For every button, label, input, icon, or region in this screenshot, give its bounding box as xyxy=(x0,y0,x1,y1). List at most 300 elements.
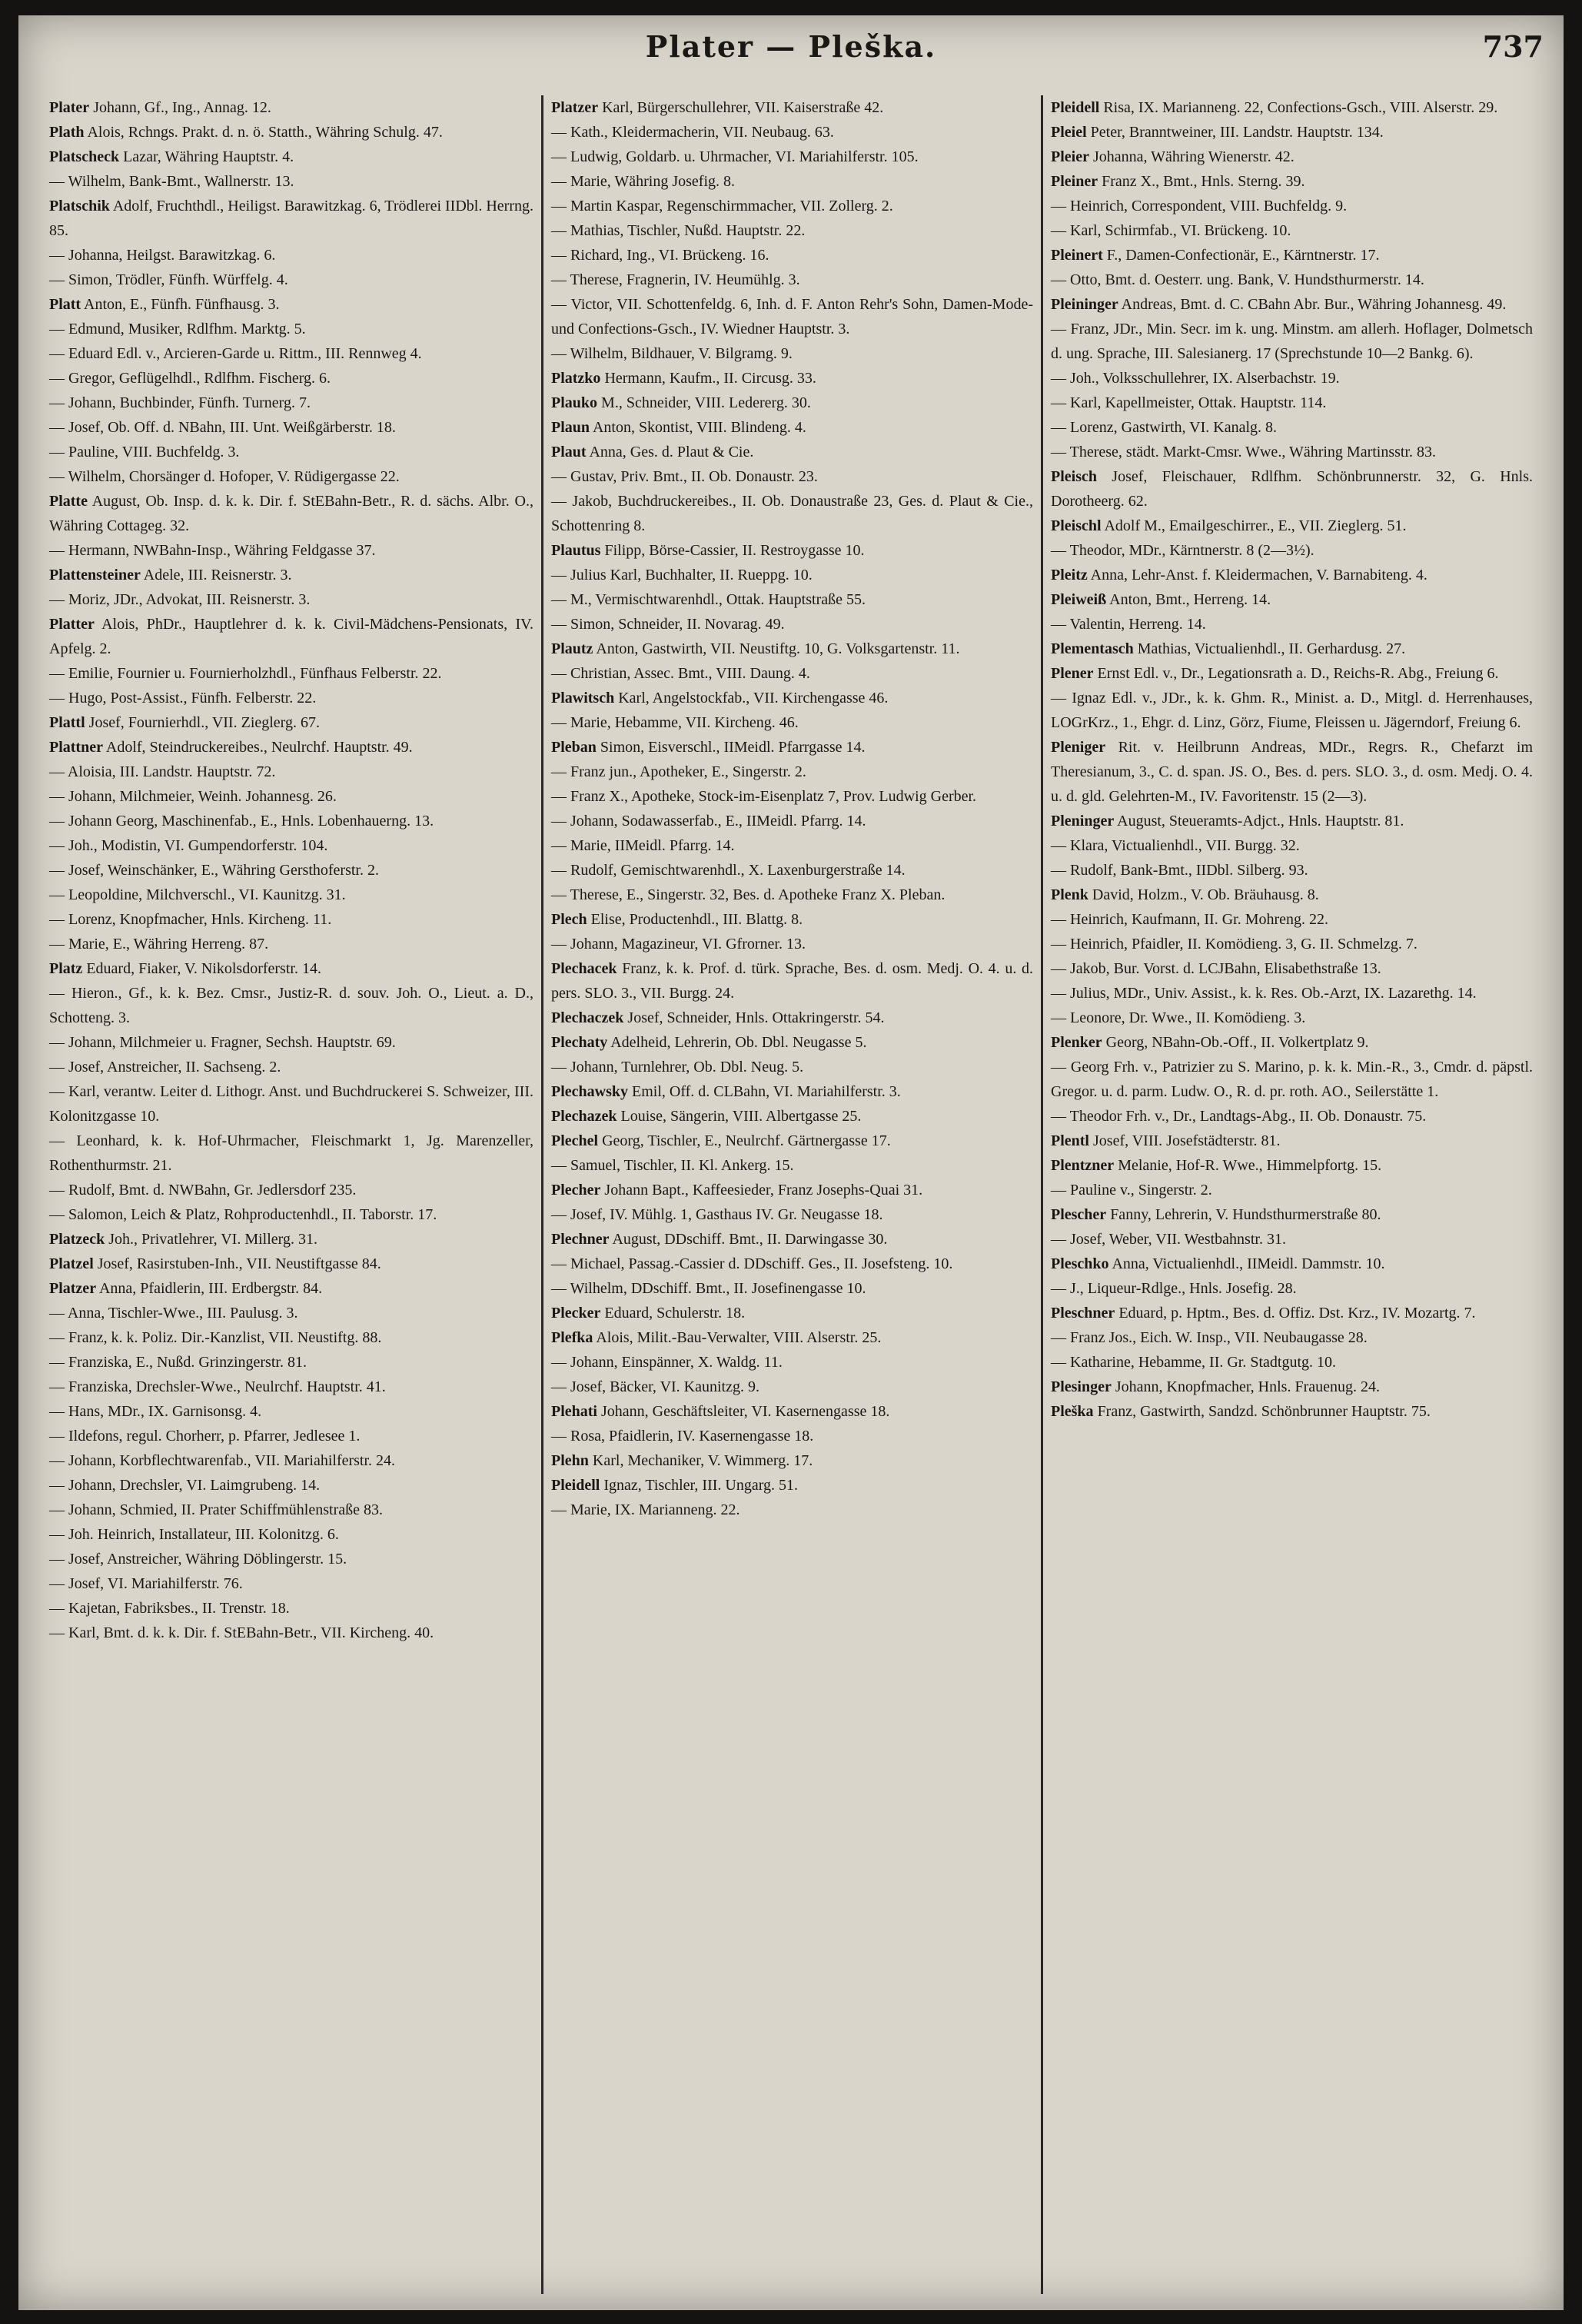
directory-entry xyxy=(1051,218,1533,243)
entry-text: Georg, NBahn-Ob.-Off., II. Volkertplatz 9. xyxy=(1105,1034,1369,1051)
entry-text: — Johann, Magazineur, VI. Gfrorner. 13. xyxy=(551,936,806,953)
directory-entry xyxy=(1051,366,1533,391)
entry-text: — M., Vermischtwarenhdl., Ottak. Hauptstraße 55. xyxy=(551,591,866,608)
directory-entry xyxy=(1051,514,1533,538)
entry-text: — Karl, Schirmfab., VI. Brückeng. 10. xyxy=(1051,222,1291,239)
entry-text: — Johann, Drechsler, VI. Laimgrubeng. 14. xyxy=(49,1477,321,1494)
directory-entry xyxy=(1051,587,1533,612)
entry-text: — Kajetan, Fabriksbes., II. Trenstr. 18. xyxy=(49,1600,290,1617)
entry-text: — Johann, Sodawasserfab., E., IIMeidl. Pfarrg. 14. xyxy=(551,813,866,830)
entry-text: Karl, Mechaniker, V. Wimmerg. 17. xyxy=(592,1452,813,1469)
directory-entry xyxy=(49,169,533,194)
directory-entry xyxy=(551,1448,1033,1473)
entry-surname: Platzer xyxy=(49,1280,97,1297)
directory-entry xyxy=(551,169,1033,194)
directory-entry xyxy=(551,735,1033,760)
directory-entry xyxy=(49,1571,533,1596)
directory-entry xyxy=(49,1252,533,1276)
entry-text: — Johann, Schmied, II. Prater Schiffmühlenstraße 83. xyxy=(49,1501,383,1518)
directory-entry xyxy=(1051,391,1533,415)
entry-text: Josef, Fournierhdl., VII. Zieglerg. 67. xyxy=(88,714,320,731)
entry-text: Georg, Tischler, E., Neulrchf. Gärtnergasse 17. xyxy=(602,1132,891,1149)
entry-text: — Marie, Hebamme, VII. Kircheng. 46. xyxy=(551,714,799,731)
entry-text: — Lorenz, Gastwirth, VI. Kanalg. 8. xyxy=(1051,419,1278,436)
entry-text: — Pauline, VIII. Buchfeldg. 3. xyxy=(49,444,240,460)
entry-text: Risa, IX. Marianneng. 22, Confections-Gsch., VIII. Alserstr. 29. xyxy=(1103,99,1498,116)
directory-entry xyxy=(551,464,1033,489)
directory-entry xyxy=(49,981,533,1030)
directory-entry xyxy=(49,661,533,686)
directory-entry xyxy=(1051,563,1533,587)
entry-text: Filipp, Börse-Cassier, II. Restroygasse 10. xyxy=(604,542,865,559)
entry-surname: Pleitz xyxy=(1051,567,1088,583)
entry-text: Alois, Milit.-Bau-Verwalter, VIII. Alserstr. 25. xyxy=(596,1329,882,1346)
entry-surname: Pleban xyxy=(551,739,597,756)
directory-entry xyxy=(1051,883,1533,907)
directory-entry xyxy=(551,120,1033,145)
entry-surname: Pleiner xyxy=(1051,173,1098,190)
directory-entry xyxy=(49,1547,533,1571)
entry-text: — Hugo, Post-Assist., Fünfh. Felberstr. 22. xyxy=(49,690,317,707)
directory-entry xyxy=(1051,440,1533,464)
entry-text: — Franz Jos., Eich. W. Insp., VII. Neubaugasse 28. xyxy=(1051,1329,1368,1346)
entry-text: Anna, Ges. d. Plaut & Cie. xyxy=(589,444,754,460)
column-right xyxy=(1041,95,1540,2294)
directory-entry xyxy=(551,489,1033,538)
directory-entry xyxy=(551,612,1033,637)
directory-entry xyxy=(49,391,533,415)
directory-entry xyxy=(49,1325,533,1350)
entry-text: Ignaz, Tischler, III. Ungarg. 51. xyxy=(603,1477,799,1494)
entry-surname: Plentl xyxy=(1051,1132,1089,1149)
directory-entry xyxy=(551,883,1033,907)
directory-entry xyxy=(49,1202,533,1227)
entry-text: — Johann, Milchmeier, Weinh. Johannesg. 26. xyxy=(49,788,337,805)
entry-text: — Eduard Edl. v., Arcieren-Garde u. Rittm., III. Rennweg 4. xyxy=(49,345,422,362)
directory-entry xyxy=(1051,95,1533,120)
entry-text: — Heinrich, Kaufmann, II. Gr. Mohreng. 22. xyxy=(1051,911,1329,928)
entry-surname: Platte xyxy=(49,493,88,510)
directory-entry xyxy=(551,194,1033,218)
entry-text: Eduard, Schulerstr. 18. xyxy=(604,1305,746,1322)
entry-text: Ernst Edl. v., Dr., Legationsrath a. D., Reichs-R. Abg., Freiung 6. xyxy=(1097,665,1499,682)
entry-surname: Plaun xyxy=(551,419,590,436)
directory-entry xyxy=(1051,1178,1533,1202)
directory-entry xyxy=(1051,1153,1533,1178)
entry-text: Alois, Rchngs. Prakt. d. n. ö. Statth., Währing Schulg. 47. xyxy=(87,124,443,141)
directory-entry xyxy=(49,858,533,883)
entry-text: — Rudolf, Bank-Bmt., IIDbl. Silberg. 93. xyxy=(1051,862,1308,879)
entry-surname: Pleschko xyxy=(1051,1255,1109,1272)
entry-text: — Rudolf, Gemischtwarenhdl., X. Laxenburgerstraße 14. xyxy=(551,862,906,879)
directory-entry xyxy=(49,489,533,538)
directory-entry xyxy=(1051,120,1533,145)
directory-entry xyxy=(1051,1276,1533,1301)
directory-entry xyxy=(1051,858,1533,883)
entry-text: — Katharine, Hebamme, II. Gr. Stadtgutg. 10. xyxy=(1051,1354,1337,1371)
entry-text: — Josef, Ob. Off. d. NBahn, III. Unt. Weißgärberstr. 18. xyxy=(49,419,396,436)
entry-text: — Johann, Korbflechtwarenfab., VII. Mariahilferstr. 24. xyxy=(49,1452,396,1469)
entry-text: August, DDschiff. Bmt., II. Darwingasse 30. xyxy=(612,1231,888,1248)
entry-text: Anna, Lehr-Anst. f. Kleidermachen, V. Barnabiteng. 4. xyxy=(1090,567,1427,583)
directory-entry xyxy=(551,1399,1033,1424)
column-left xyxy=(42,95,541,2294)
entry-text: — Anna, Tischler-Wwe., III. Paulusg. 3. xyxy=(49,1305,298,1322)
entry-text: — Joh., Modistin, VI. Gumpendorferstr. 104. xyxy=(49,837,328,854)
entry-text: — Josef, Weber, VII. Westbahnstr. 31. xyxy=(1051,1231,1286,1248)
entry-text: — Ildefons, regul. Chorherr, p. Pfarrer, Jedlesee 1. xyxy=(49,1428,361,1445)
entry-text: — Johann, Einspänner, X. Waldg. 11. xyxy=(551,1354,783,1371)
entry-text: — Therese, Fragnerin, IV. Heumühlg. 3. xyxy=(551,271,800,288)
entry-surname: Plech xyxy=(551,911,587,928)
directory-entry xyxy=(49,538,533,563)
directory-entry xyxy=(1051,833,1533,858)
entry-text: — Edmund, Musiker, Rdlfhm. Marktg. 5. xyxy=(49,321,306,337)
entry-text: — Wilhelm, Bildhauer, V. Bilgramg. 9. xyxy=(551,345,793,362)
entry-text: — Hermann, NWBahn-Insp., Währing Feldgasse 37. xyxy=(49,542,376,559)
directory-entry xyxy=(1051,194,1533,218)
entry-text: Karl, Bürgerschullehrer, VII. Kaiserstraße 42. xyxy=(602,99,884,116)
running-title: Plater — Pleška. xyxy=(645,29,937,64)
directory-entry xyxy=(49,760,533,784)
entry-surname: Plauko xyxy=(551,394,598,411)
directory-entry xyxy=(49,1178,533,1202)
entry-surname: Plattensteiner xyxy=(49,567,141,583)
entry-text: — Karl, Bmt. d. k. k. Dir. f. StEBahn-Betr., VII. Kircheng. 40. xyxy=(49,1624,434,1641)
entry-text: Josef, Rasirstuben-Inh., VII. Neustiftgasse 84. xyxy=(97,1255,381,1272)
directory-entry xyxy=(551,440,1033,464)
entry-surname: Plefka xyxy=(551,1329,593,1346)
directory-entry xyxy=(1051,1202,1533,1227)
entry-text: Adolf M., Emailgeschirrer., E., VII. Zieglerg. 51. xyxy=(1104,517,1407,534)
directory-entry xyxy=(551,1055,1033,1079)
directory-entry xyxy=(49,440,533,464)
directory-entry xyxy=(49,95,533,120)
entry-surname: Plecker xyxy=(551,1305,601,1322)
entry-text: Johann, Knopfmacher, Hnls. Frauenug. 24. xyxy=(1115,1378,1381,1395)
entry-surname: Plechaty xyxy=(551,1034,608,1051)
entry-text: — Wilhelm, Chorsänger d. Hofoper, V. Rüdigergasse 22. xyxy=(49,468,400,485)
entry-surname: Platzko xyxy=(551,370,601,387)
entry-surname: Plesinger xyxy=(1051,1378,1112,1395)
directory-entry xyxy=(49,243,533,268)
directory-entry xyxy=(551,563,1033,587)
entry-surname: Pleidell xyxy=(1051,99,1100,116)
directory-entry xyxy=(49,1448,533,1473)
entry-text: — Johanna, Heilgst. Barawitzkag. 6. xyxy=(49,247,276,264)
entry-text: Franz X., Bmt., Hnls. Sterng. 39. xyxy=(1102,173,1305,190)
entry-text: — Marie, E., Währing Herreng. 87. xyxy=(49,936,269,953)
entry-text: — Valentin, Herreng. 14. xyxy=(1051,616,1206,633)
entry-text: — Julius Karl, Buchhalter, II. Rueppg. 10. xyxy=(551,567,813,583)
entry-text: — Ignaz Edl. v., JDr., k. k. Ghm. R., Minist. a. D., Mitgl. d. Herrenhauses, LOGrKrz., 1., Ehgr. d. Linz, Görz, Fiume, Fleissen u. Jägerndorf, Freiung 6. xyxy=(1051,690,1533,731)
entry-text: — Richard, Ing., VI. Brückeng. 16. xyxy=(551,247,769,264)
directory-entry xyxy=(551,366,1033,391)
directory-entry xyxy=(49,612,533,661)
entry-text: — Karl, verantw. Leiter d. Lithogr. Anst. und Buchdruckerei S. Schweizer, III. Kolonitzgasse 10. xyxy=(49,1083,533,1125)
entry-text: — Jakob, Buchdruckereibes., II. Ob. Donaustraße 23, Ges. d. Plaut & Cie., Schottenring 8. xyxy=(551,493,1033,534)
directory-entry xyxy=(1051,637,1533,661)
directory-entry xyxy=(1051,538,1533,563)
directory-entry xyxy=(551,1424,1033,1448)
directory-entry xyxy=(49,1522,533,1547)
entry-text: — Michael, Passag.-Cassier d. DDschiff. Ges., II. Josefsteng. 10. xyxy=(551,1255,953,1272)
directory-entry xyxy=(49,120,533,145)
entry-text: — Leopoldine, Milchverschl., VI. Kaunitzg. 31. xyxy=(49,886,346,903)
entry-text: — Georg Frh. v., Patrizier zu S. Marino, p. k. k. Min.-R., 3., Cmdr. d. päpstl. Gregor. u. d. parm. Ludw. O., R. d. pr. roth. AO., Seilerstätte 1. xyxy=(1051,1059,1533,1100)
directory-entry xyxy=(1051,735,1533,809)
directory-entry xyxy=(1051,415,1533,440)
directory-entry xyxy=(551,243,1033,268)
entry-text: Elise, Productenhdl., III. Blattg. 8. xyxy=(590,911,803,928)
directory-entry xyxy=(1051,1227,1533,1252)
directory-entry xyxy=(49,1621,533,1645)
entry-text: Rit. v. Heilbrunn Andreas, MDr., Regrs. R., Chefarzt im Theresianum, 3., C. d. span. JS. O., Bes. d. pers. SLO. 3., d. osm. Medj. O. 4. u. d. gld. Gelehrten-M., IV. Favoritenstr. 15 (2—3). xyxy=(1051,739,1534,805)
directory-entry xyxy=(551,1498,1033,1522)
directory-entry xyxy=(1051,1301,1533,1325)
directory-entry xyxy=(1051,1129,1533,1153)
directory-entry xyxy=(1051,1006,1533,1030)
entry-text: — Simon, Trödler, Fünfh. Würffelg. 4. xyxy=(49,271,288,288)
directory-entry xyxy=(49,464,533,489)
entry-surname: Pleschner xyxy=(1051,1305,1115,1322)
entry-text: — Hans, MDr., IX. Garnisonsg. 4. xyxy=(49,1403,262,1420)
directory-page xyxy=(18,15,1564,2310)
directory-entry xyxy=(1051,268,1533,292)
entry-surname: Pleisch xyxy=(1051,468,1097,485)
entry-surname: Plath xyxy=(49,124,85,141)
directory-entry xyxy=(49,710,533,735)
directory-entry xyxy=(551,1375,1033,1399)
directory-entry xyxy=(49,1473,533,1498)
directory-entry xyxy=(49,1498,533,1522)
directory-entry xyxy=(1051,169,1533,194)
entry-surname: Plescher xyxy=(1051,1206,1107,1223)
directory-entry xyxy=(551,1079,1033,1104)
entry-text: — Joh., Volksschullehrer, IX. Alserbachstr. 19. xyxy=(1051,370,1340,387)
directory-entry xyxy=(49,1129,533,1178)
entry-text: Peter, Branntweiner, III. Landstr. Hauptstr. 134. xyxy=(1090,124,1384,141)
directory-entry xyxy=(551,809,1033,833)
entry-surname: Pleischl xyxy=(1051,517,1102,534)
entry-text: — Josef, Anstreicher, Währing Döblingerstr. 15. xyxy=(49,1551,347,1568)
entry-text: — Wilhelm, Bank-Bmt., Wallnerstr. 13. xyxy=(49,173,294,190)
entry-surname: Plater xyxy=(49,99,90,116)
entry-text: — Mathias, Tischler, Nußd. Hauptstr. 22. xyxy=(551,222,806,239)
entry-surname: Plechazek xyxy=(551,1108,617,1125)
entry-text: Andreas, Bmt. d. C. CBahn Abr. Bur., Währing Johannesg. 49. xyxy=(1121,296,1507,313)
directory-entry xyxy=(551,341,1033,366)
directory-entry xyxy=(49,292,533,317)
entry-text: — Salomon, Leich & Platz, Rohproductenhdl., II. Taborstr. 17. xyxy=(49,1206,437,1223)
entry-surname: Plechawsky xyxy=(551,1083,628,1100)
directory-entry xyxy=(551,292,1033,341)
entry-surname: Platschik xyxy=(49,198,110,214)
entry-text: — Lorenz, Knopfmacher, Hnls. Kircheng. 11. xyxy=(49,911,332,928)
directory-entry xyxy=(49,1301,533,1325)
entry-text: — Jakob, Bur. Vorst. d. LCJBahn, Elisabethstraße 13. xyxy=(1051,960,1381,977)
entry-text: — J., Liqueur-Rdlge., Hnls. Josefig. 28. xyxy=(1051,1280,1297,1297)
entry-surname: Pleniger xyxy=(1051,739,1106,756)
entry-text: Lazar, Währing Hauptstr. 4. xyxy=(123,148,294,165)
entry-text: M., Schneider, VIII. Ledererg. 30. xyxy=(601,394,811,411)
directory-entry xyxy=(551,1227,1033,1252)
directory-entry xyxy=(49,1350,533,1375)
entry-text: Franz, k. k. Prof. d. türk. Sprache, Bes. d. osm. Medj. O. 4. u. d. pers. SLO. 3., VII. Burgg. 24. xyxy=(551,960,1033,1002)
entry-text: Karl, Angelstockfab., VII. Kirchengasse 46. xyxy=(618,690,889,707)
entry-surname: Pleninger xyxy=(1051,813,1115,830)
entry-surname: Platzer xyxy=(551,99,599,116)
entry-surname: Plattl xyxy=(49,714,85,731)
directory-entry xyxy=(1051,1252,1533,1276)
directory-entry xyxy=(551,1153,1033,1178)
directory-entry xyxy=(551,1178,1033,1202)
directory-entry xyxy=(551,932,1033,956)
directory-entry xyxy=(49,317,533,341)
entry-text: — Karl, Kapellmeister, Ottak. Hauptstr. 114. xyxy=(1051,394,1327,411)
directory-entry xyxy=(551,1030,1033,1055)
directory-entry xyxy=(1051,907,1533,932)
entry-text: Alois, PhDr., Hauptlehrer d. k. k. Civil-Mädchens-Pensionats, IV. Apfelg. 2. xyxy=(49,616,533,657)
directory-entry xyxy=(551,587,1033,612)
directory-entry xyxy=(49,194,533,243)
entry-text: — Otto, Bmt. d. Oesterr. ung. Bank, V. Hundsthurmerstr. 14. xyxy=(1051,271,1424,288)
directory-entry xyxy=(49,1030,533,1055)
entry-text: — Christian, Assec. Bmt., VIII. Daung. 4. xyxy=(551,665,810,682)
directory-entry xyxy=(551,538,1033,563)
directory-entry xyxy=(551,784,1033,809)
entry-text: — Victor, VII. Schottenfeldg. 6, Inh. d. F. Anton Rehr's Sohn, Damen-Mode- und Confections-Gsch., IV. Wiedner Hauptstr. 3. xyxy=(551,296,1033,337)
directory-entry xyxy=(1051,1030,1533,1055)
entry-surname: Plecher xyxy=(551,1182,601,1199)
entry-text: — Theodor, MDr., Kärntnerstr. 8 (2—3½). xyxy=(1051,542,1314,559)
entry-text: Anton, Gastwirth, VII. Neustiftg. 10, G. Volksgartenstr. 11. xyxy=(596,640,960,657)
directory-entry xyxy=(551,833,1033,858)
page-header xyxy=(18,29,1564,75)
directory-entry xyxy=(551,145,1033,169)
entry-text: Josef, Fleischauer, Rdlfhm. Schönbrunnerstr. 32, G. Hnls. Dorotheerg. 62. xyxy=(1051,468,1533,510)
entry-text: — Hieron., Gf., k. k. Bez. Cmsr., Justiz-R. d. souv. Joh. O., Lieut. a. D., Schotteng. 3. xyxy=(49,985,533,1026)
entry-surname: Plechaczek xyxy=(551,1009,624,1026)
directory-entry xyxy=(49,415,533,440)
directory-entry xyxy=(551,1006,1033,1030)
directory-entry xyxy=(551,858,1033,883)
entry-surname: Platter xyxy=(49,616,95,633)
directory-entry xyxy=(1051,317,1533,366)
directory-entry xyxy=(551,1473,1033,1498)
entry-text: — Josef, Anstreicher, II. Sachseng. 2. xyxy=(49,1059,281,1076)
directory-entry xyxy=(49,686,533,710)
entry-surname: Plener xyxy=(1051,665,1094,682)
entry-text: — Johann, Milchmeier u. Fragner, Sechsh. Hauptstr. 69. xyxy=(49,1034,396,1051)
entry-text: — Marie, IIMeidl. Pfarrg. 14. xyxy=(551,837,735,854)
entry-text: Johann, Gf., Ing., Annag. 12. xyxy=(93,99,271,116)
directory-entry xyxy=(1051,612,1533,637)
entry-text: — Franz jun., Apotheker, E., Singerstr. 2. xyxy=(551,763,806,780)
entry-text: — Gustav, Priv. Bmt., II. Ob. Donaustr. 23. xyxy=(551,468,818,485)
directory-entry xyxy=(49,1424,533,1448)
directory-entry xyxy=(49,1079,533,1129)
entry-surname: Plaut xyxy=(551,444,587,460)
directory-entry xyxy=(1051,1375,1533,1399)
entry-text: — Rudolf, Bmt. d. NWBahn, Gr. Jedlersdorf 235. xyxy=(49,1182,357,1199)
entry-surname: Pleier xyxy=(1051,148,1089,165)
directory-entry xyxy=(1051,1325,1533,1350)
directory-entry xyxy=(551,1325,1033,1350)
entry-text: — Joh. Heinrich, Installateur, III. Kolonitzg. 6. xyxy=(49,1526,339,1543)
entry-text: — Josef, VI. Mariahilferstr. 76. xyxy=(49,1575,243,1592)
directory-entry xyxy=(551,1104,1033,1129)
entry-text: — Franziska, E., Nußd. Grinzingerstr. 81. xyxy=(49,1354,307,1371)
entry-surname: Plawitsch xyxy=(551,690,615,707)
entry-text: David, Holzm., V. Ob. Bräuhausg. 8. xyxy=(1092,886,1319,903)
entry-text: Adolf, Steindruckereibes., Neulrchf. Hauptstr. 49. xyxy=(105,739,413,756)
directory-entry xyxy=(1051,956,1533,981)
entry-text: — Therese, städt. Markt-Cmsr. Wwe., Währing Martinsstr. 83. xyxy=(1051,444,1437,460)
directory-entry xyxy=(1051,981,1533,1006)
directory-entry xyxy=(551,760,1033,784)
entry-surname: Platz xyxy=(49,960,83,977)
entry-text: Louise, Sängerin, VIII. Albertgasse 25. xyxy=(620,1108,862,1125)
entry-text: Josef, VIII. Josefstädterstr. 81. xyxy=(1093,1132,1281,1149)
directory-entry xyxy=(49,268,533,292)
entry-text: Josef, Schneider, Hnls. Ottakringerstr. 54. xyxy=(627,1009,885,1026)
entry-text: — Aloisia, III. Landstr. Hauptstr. 72. xyxy=(49,763,276,780)
entry-text: Adelheid, Lehrerin, Ob. Dbl. Neugasse 5. xyxy=(610,1034,867,1051)
entry-text: — Wilhelm, DDschiff. Bmt., II. Josefinengasse 10. xyxy=(551,1280,866,1297)
entry-text: Melanie, Hof-R. Wwe., Himmelpfortg. 15. xyxy=(1118,1157,1382,1174)
entry-text: Eduard, p. Hptm., Bes. d. Offiz. Dst. Krz., IV. Mozartg. 7. xyxy=(1118,1305,1476,1322)
entry-text: — Emilie, Fournier u. Fournierholzhdl., Fünfhaus Felberstr. 22. xyxy=(49,665,442,682)
entry-text: — Theodor Frh. v., Dr., Landtags-Abg., II. Ob. Donaustr. 75. xyxy=(1051,1108,1427,1125)
directory-entry xyxy=(1051,1399,1533,1424)
directory-entry xyxy=(1051,932,1533,956)
entry-surname: Pleiweiß xyxy=(1051,591,1107,608)
entry-surname: Plementasch xyxy=(1051,640,1134,657)
entry-text: Mathias, Victualienhdl., II. Gerhardusg. 27. xyxy=(1137,640,1406,657)
entry-text: Fanny, Lehrerin, V. Hundsthurmerstraße 80. xyxy=(1110,1206,1381,1223)
entry-text: — Moriz, JDr., Advokat, III. Reisnerstr. 3. xyxy=(49,591,311,608)
directory-entry xyxy=(49,366,533,391)
entry-text: F., Damen-Confectionär, E., Kärntnerstr. 17. xyxy=(1106,247,1380,264)
directory-entry xyxy=(49,1375,533,1399)
entry-surname: Plenk xyxy=(1051,886,1088,903)
column-middle xyxy=(541,95,1041,2294)
directory-entry xyxy=(1051,1055,1533,1104)
directory-entry xyxy=(551,907,1033,932)
entry-text: — Franz, k. k. Poliz. Dir.-Kanzlist, VII. Neustiftg. 88. xyxy=(49,1329,382,1346)
directory-entry xyxy=(551,1301,1033,1325)
entry-text: — Johann, Buchbinder, Fünfh. Turnerg. 7. xyxy=(49,394,311,411)
entry-surname: Pleidell xyxy=(551,1477,600,1494)
directory-entry xyxy=(49,1399,533,1424)
entry-surname: Pleška xyxy=(1051,1403,1094,1420)
entry-surname: Plechacek xyxy=(551,960,617,977)
entry-surname: Plautz xyxy=(551,640,593,657)
entry-text: — Rosa, Pfaidlerin, IV. Kasernengasse 18. xyxy=(551,1428,814,1445)
directory-entry xyxy=(1051,292,1533,317)
directory-entry xyxy=(1051,1104,1533,1129)
entry-surname: Plechner xyxy=(551,1231,610,1248)
entry-text: — Therese, E., Singerstr. 32, Bes. d. Apotheke Franz X. Pleban. xyxy=(551,886,946,903)
entry-text: — Kath., Kleidermacherin, VII. Neubaug. 63. xyxy=(551,124,834,141)
directory-entry xyxy=(551,391,1033,415)
entry-text: Emil, Off. d. CLBahn, VI. Mariahilferstr. 3. xyxy=(632,1083,901,1100)
directory-entry xyxy=(1051,243,1533,268)
entry-surname: Pleiel xyxy=(1051,124,1087,141)
entry-surname: Platzel xyxy=(49,1255,94,1272)
entry-surname: Platscheck xyxy=(49,148,120,165)
